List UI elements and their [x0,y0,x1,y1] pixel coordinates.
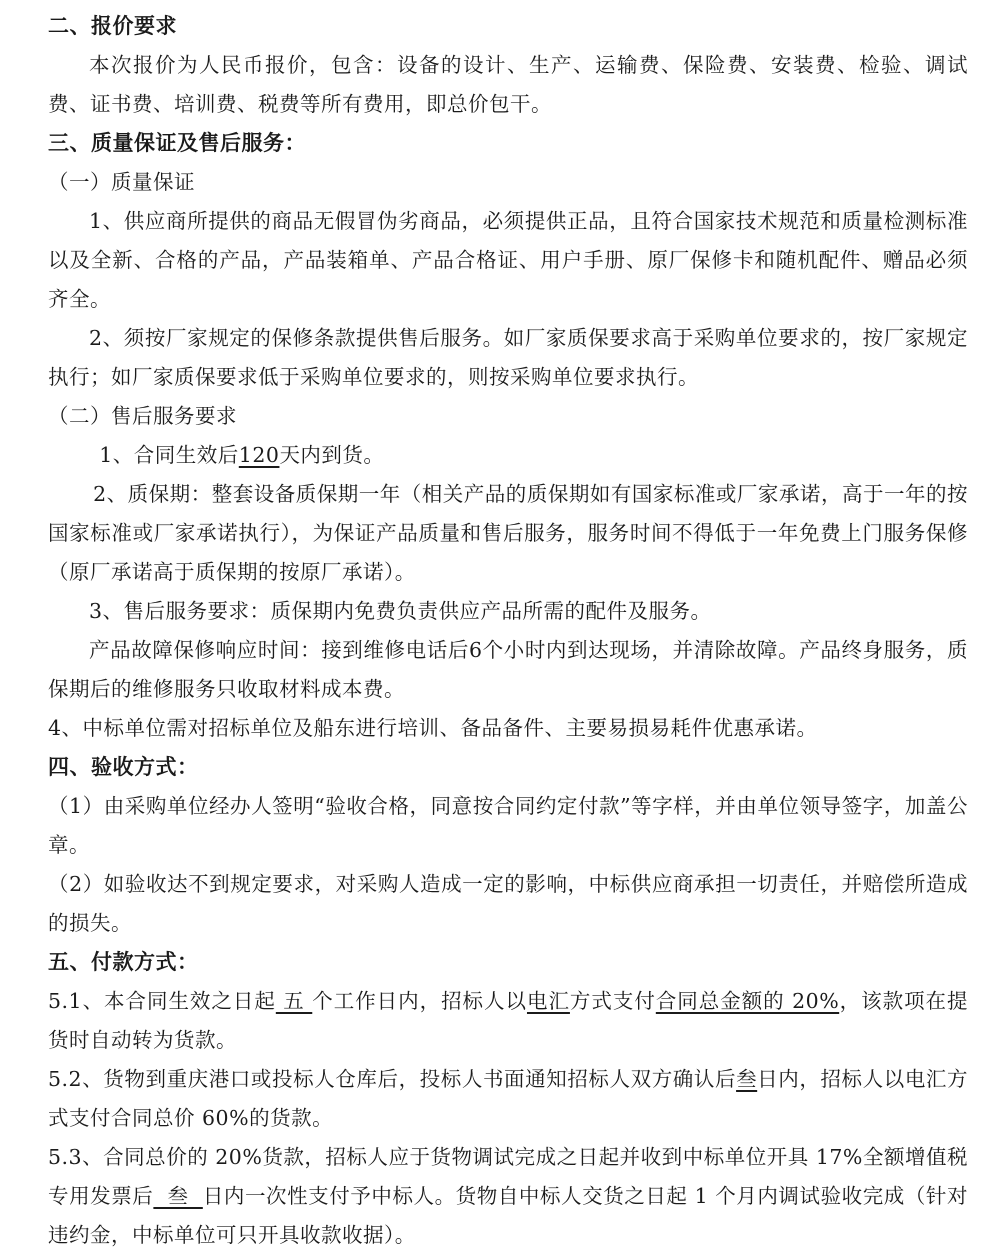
text-run: 产品故障保修响应时间：接到维修电话后6个小时内到达现场，并清除故障。产品终身服务，质保期后的维修服务只收取材料成本费。 [48,638,968,701]
text-run: 日内，招标人以电汇方式支付合同总价 60%的货款。 [48,1067,969,1130]
para-subsection-quality-assurance [48,163,968,202]
text-run: 方式支付 [569,989,656,1013]
underlined-payment-percentage: 合同总金额的 20% [655,989,840,1013]
para-quality-item-1 [48,202,968,319]
para-aftersales-item-2 [48,475,968,592]
heading-quotation-requirements [48,7,968,46]
text-run: 天内到货。 [279,443,385,467]
text-run: ，该款项在提货时自动转为货款。 [48,989,969,1052]
para-acceptance-item-1 [48,787,968,865]
underlined-final-payment-days: 叁 [153,1184,203,1208]
text-run: 三、质量保证及售后服务： [48,131,306,155]
underlined-confirm-days: 叁 [736,1067,758,1091]
para-quality-item-2 [48,319,968,397]
text-run: 个工作日内，招标人以 [312,989,527,1013]
para-payment-5-2 [48,1060,968,1138]
text-run: 4、中标单位需对招标单位及船东进行培训、备品备件、主要易损易耗件优惠承诺。 [48,716,818,740]
text-run: 五、付款方式： [48,950,199,974]
para-subsection-aftersales [48,397,968,436]
text-run: 5.3、合同总价的 20%货款，招标人应于货物调试完成之日起并收到中标单位开具 17%全额增值税专用发票后 [48,1145,968,1208]
heading-payment-method [48,943,968,982]
text-run: 1、供应商所提供的商品无假冒伪劣商品，必须提供正品，且符合国家技术规范和质量检测标准以及全新、合格的产品，产品装箱单、产品合格证、用户手册、原厂保修卡和随机配件、赠品必须齐全。 [48,209,968,311]
heading-acceptance-method [48,748,968,787]
para-fault-response [48,631,968,709]
text-run: （一）质量保证 [48,170,195,194]
text-run: 2、须按厂家规定的保修条款提供售后服务。如厂家质保要求高于采购单位要求的，按厂家规定执行；如厂家质保要求低于采购单位要求的，则按采购单位要求执行。 [48,326,968,389]
text-run: （1）由采购单位经办人签明“验收合格，同意按合同约定付款”等字样，并由单位领导签字，加盖公章。 [48,794,968,857]
text-run: （二）售后服务要求 [48,404,237,428]
para-payment-5-1 [48,982,968,1060]
text-run: 四、验收方式： [48,755,199,779]
para-payment-5-3 [48,1138,968,1255]
para-aftersales-item-3 [48,592,968,631]
text-run: 5.2、货物到重庆港口或投标人仓库后，投标人书面通知招标人双方确认后 [48,1067,737,1091]
underlined-delivery-days: 120 [238,443,280,467]
heading-quality-warranty [48,124,968,163]
text-run: 2、质保期：整套设备质保期一年（相关产品的质保期如有国家标准或厂家承诺，高于一年的按国家标准或厂家承诺执行），为保证产品质量和售后服务，服务时间不得低于一年免费上门服务保修（原厂承诺高于质保期的按原厂承诺）。 [48,482,968,584]
text-run: 二、报价要求 [48,14,177,38]
text-run: （2）如验收达不到规定要求，对采购人造成一定的影响，中标供应商承担一切责任，并赔偿所造成的损失。 [48,872,968,935]
underlined-payment-method: 电汇 [526,989,570,1013]
para-aftersales-item-1 [48,436,968,475]
text-run: 日内一次性支付予中标人。货物自中标人交货之日起 1 个月内调试验收完成（针对违约金，中标单位可只开具收款收据）。 [48,1184,969,1247]
text-run: 5.1、本合同生效之日起 [48,989,276,1013]
underlined-workdays: 五 [275,989,313,1013]
para-quotation-scope [48,46,968,124]
text-run: 3、售后服务要求：质保期内免费负责供应产品所需的配件及服务。 [89,599,712,623]
text-run: 1、合同生效后 [99,443,239,467]
para-acceptance-item-2 [48,865,968,943]
text-run: 本次报价为人民币报价，包含：设备的设计、生产、运输费、保险费、安装费、检验、调试费、证书费、培训费、税费等所有费用，即总价包干。 [48,53,968,116]
para-training-commitment [48,709,968,748]
